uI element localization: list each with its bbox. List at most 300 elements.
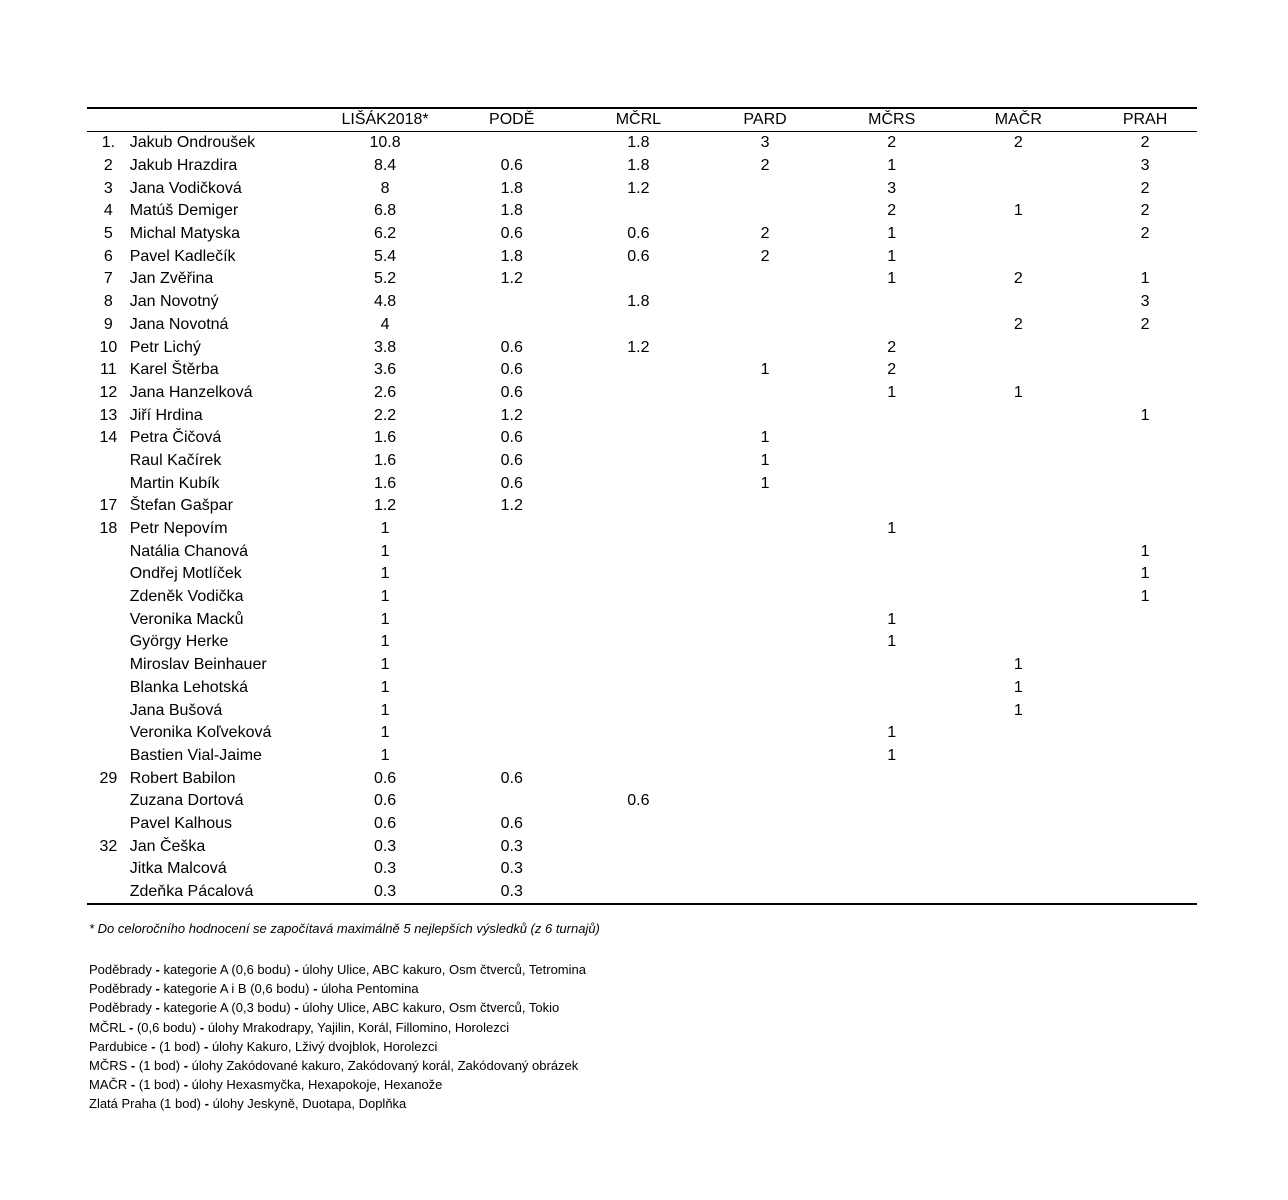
score-cell <box>1093 382 1197 405</box>
score-cell: 3 <box>760 134 770 152</box>
score-cell <box>437 291 587 314</box>
score-cell: 2.2 <box>373 406 397 424</box>
score-cell <box>587 200 691 223</box>
legend-place: Poděbrady <box>89 1000 152 1016</box>
legend-tasks: úlohy Hexasmyčka, Hexapokoje, Hexanože <box>191 1077 443 1093</box>
name-cell: Matúš Demiger <box>129 202 239 220</box>
legend-line: MČRL - (0,6 bodu) - úlohy Mrakodrapy, Yajilin, Korál, Fillomino, Horolezci <box>89 1019 510 1035</box>
rank-cell: 5 <box>103 225 113 243</box>
score-cell <box>437 586 587 609</box>
score-cell: 8.4 <box>373 157 397 175</box>
table-row <box>87 677 1197 700</box>
score-cell: 1.8 <box>627 134 650 152</box>
score-cell <box>1093 631 1197 654</box>
name-cell: Jiří Hrdina <box>129 406 203 424</box>
score-cell <box>1093 858 1197 881</box>
score-cell <box>690 699 840 722</box>
name-cell: Veronika Macků <box>129 610 244 628</box>
score-cell <box>690 404 840 427</box>
score-cell: 1.6 <box>373 429 397 447</box>
name-cell: Martin Kubík <box>129 474 220 492</box>
score-cell: 1 <box>887 225 897 243</box>
score-cell <box>1093 881 1197 905</box>
score-cell <box>1093 450 1197 473</box>
footnote: * Do celoročního hodnocení se započítavá maximálně 5 nejlepších výsledků (z 6 turnajů) <box>89 921 600 936</box>
score-cell: 0.3 <box>500 837 523 855</box>
table-row <box>87 881 1197 905</box>
score-cell <box>690 586 840 609</box>
table-row <box>87 745 1197 768</box>
rank-cell: 3 <box>103 179 113 197</box>
score-cell <box>690 767 840 790</box>
score-cell: 1 <box>760 451 770 469</box>
score-cell: 1 <box>1140 588 1150 606</box>
score-cell: 1.8 <box>500 247 523 265</box>
legend-line: Pardubice - (1 bod) - úlohy Kakuro, Lživý dvojblok, Horolezci <box>89 1038 438 1054</box>
score-cell: 2 <box>887 338 897 356</box>
rank-cell: 17 <box>99 497 118 515</box>
score-cell: 1.8 <box>500 202 523 220</box>
score-cell <box>437 314 587 337</box>
score-cell <box>840 404 944 427</box>
score-cell: 0.6 <box>500 383 523 401</box>
score-cell <box>587 359 691 382</box>
column-header: PODĚ <box>489 111 535 128</box>
score-cell <box>1093 608 1197 631</box>
score-cell <box>437 563 587 586</box>
legend-tasks: úlohy Mrakodrapy, Yajilin, Korál, Fillomino, Horolezci <box>207 1019 510 1035</box>
score-cell: 1.6 <box>373 474 397 492</box>
rank-cell: 18 <box>99 520 118 538</box>
name-cell: Miroslav Beinhauer <box>129 656 267 674</box>
score-cell <box>1093 245 1197 268</box>
score-cell <box>690 790 840 813</box>
score-cell <box>944 608 1094 631</box>
table-row <box>87 450 1197 473</box>
legend-place: Pardubice <box>89 1038 148 1054</box>
table-row <box>87 291 1197 314</box>
score-cell: 0.6 <box>627 225 650 243</box>
score-cell: 3.8 <box>373 338 397 356</box>
score-cell: 3 <box>887 179 897 197</box>
rank-cell: 4 <box>103 202 113 220</box>
score-cell <box>840 654 944 677</box>
score-cell: 0.6 <box>500 361 523 379</box>
legend-tasks: úlohy Zakódované kakuro, Zakódovaný korál, Zakódovaný obrázek <box>191 1058 579 1074</box>
rank-cell <box>87 450 130 473</box>
score-cell <box>840 495 944 518</box>
rank-cell: 1. <box>101 134 116 152</box>
score-cell <box>690 382 840 405</box>
score-cell: 6.8 <box>373 202 397 220</box>
score-cell: 10.8 <box>369 134 401 152</box>
score-cell <box>587 450 691 473</box>
name-cell: Bastien Vial-Jaime <box>129 746 262 764</box>
score-cell <box>944 835 1094 858</box>
name-cell: Pavel Kadlečík <box>129 247 236 265</box>
legend-tasks: úlohy Kakuro, Lživý dvojblok, Horolezci <box>211 1038 438 1054</box>
score-cell <box>944 245 1094 268</box>
rank-cell: 9 <box>103 315 113 333</box>
score-cell <box>437 790 587 813</box>
name-cell: Blanka Lehotská <box>129 678 249 696</box>
score-cell <box>587 563 691 586</box>
name-cell: Petra Čičová <box>129 429 222 447</box>
score-cell: 1 <box>380 746 390 764</box>
legend-category: kategorie A (0,6 bodu) <box>163 962 291 977</box>
score-cell: 1.2 <box>627 338 650 356</box>
score-cell: 1.2 <box>500 270 523 288</box>
score-cell: 1.2 <box>373 497 397 515</box>
table-row <box>87 835 1197 858</box>
score-cell <box>944 722 1094 745</box>
score-cell <box>587 518 691 541</box>
name-cell: Jana Novotná <box>129 315 229 333</box>
score-cell: 2 <box>887 361 897 379</box>
score-cell <box>587 745 691 768</box>
legend-tasks: úlohy Ulice, ABC kakuro, Osm čtverců, Tetromina <box>302 962 586 977</box>
rank-cell: 2 <box>103 157 113 175</box>
score-cell: 2 <box>1013 134 1023 152</box>
rank-cell: 29 <box>99 769 118 787</box>
rank-cell <box>87 745 130 768</box>
table-row <box>87 540 1197 563</box>
score-cell: 1 <box>760 429 770 447</box>
score-cell <box>690 858 840 881</box>
score-cell <box>437 518 587 541</box>
score-cell <box>944 563 1094 586</box>
name-cell: Pavel Kalhous <box>129 814 233 832</box>
score-cell: 2 <box>1140 202 1150 220</box>
score-cell <box>944 518 1094 541</box>
score-cell <box>690 314 840 337</box>
table-row <box>87 767 1197 790</box>
score-cell: 1 <box>380 565 390 583</box>
score-cell <box>587 404 691 427</box>
score-cell <box>1093 767 1197 790</box>
legend-line: Poděbrady - kategorie A (0,3 bodu) - úlohy Ulice, ABC kakuro, Osm čtverců, Tokio <box>89 1000 560 1016</box>
score-cell <box>690 518 840 541</box>
table-row <box>87 563 1197 586</box>
legend-place: MČRL <box>89 1019 126 1035</box>
table-row <box>87 654 1197 677</box>
score-cell: 1 <box>887 610 897 628</box>
score-cell <box>437 677 587 700</box>
score-cell: 1 <box>380 724 390 742</box>
score-cell <box>944 223 1094 246</box>
score-cell <box>690 177 840 200</box>
legend-line: MAČR - (1 bod) - úlohy Hexasmyčka, Hexapokoje, Hexanože <box>89 1077 443 1093</box>
legend-place: Zlatá Praha (1 bod) <box>89 1096 202 1112</box>
table-row <box>87 245 1197 268</box>
score-cell: 1 <box>380 520 390 538</box>
name-cell: Petr Lichý <box>129 338 201 356</box>
legend-place: MAČR <box>89 1077 128 1093</box>
score-cell <box>840 472 944 495</box>
score-cell: 3 <box>1140 293 1150 311</box>
score-cell: 1 <box>380 610 390 628</box>
name-cell: Raul Kačírek <box>129 451 222 469</box>
score-cell: 1 <box>887 633 897 651</box>
score-cell: 1 <box>1140 406 1150 424</box>
score-cell <box>1093 790 1197 813</box>
score-cell <box>1093 677 1197 700</box>
legend-line: Poděbrady - kategorie A (0,6 bodu) - úlohy Ulice, ABC kakuro, Osm čtverců, Tetromina <box>89 962 586 977</box>
legend-category: kategorie A (0,3 bodu) <box>163 1000 291 1016</box>
table-row <box>87 608 1197 631</box>
score-cell: 0.6 <box>500 225 523 243</box>
name-cell: Jana Vodičková <box>129 179 242 197</box>
score-cell: 2 <box>1013 315 1023 333</box>
score-cell <box>587 472 691 495</box>
score-cell: 6.2 <box>373 225 397 243</box>
rank-cell: 6 <box>103 247 113 265</box>
score-cell <box>437 631 587 654</box>
rank-cell <box>87 654 130 677</box>
table-row <box>87 268 1197 291</box>
score-cell <box>840 563 944 586</box>
score-cell <box>437 132 587 155</box>
score-cell <box>587 586 691 609</box>
score-cell <box>690 722 840 745</box>
score-cell <box>944 631 1094 654</box>
score-cell: 1 <box>760 361 770 379</box>
table-row <box>87 200 1197 223</box>
score-cell: 0.3 <box>373 837 397 855</box>
score-cell: 0.3 <box>500 883 523 901</box>
legend-line: MČRS - (1 bod) - úlohy Zakódované kakuro, Zakódovaný korál, Zakódovaný obrázek <box>89 1058 579 1074</box>
score-cell: 0.6 <box>500 474 523 492</box>
legend-tasks: úlohy Ulice, ABC kakuro, Osm čtverců, Tokio <box>302 1000 560 1016</box>
score-cell <box>944 495 1094 518</box>
score-cell: 0.6 <box>373 769 397 787</box>
rank-cell: 14 <box>99 429 118 447</box>
score-cell: 1 <box>1013 678 1023 696</box>
score-cell <box>587 540 691 563</box>
table-row <box>87 382 1197 405</box>
name-cell: Zdeňka Pácalová <box>129 883 254 901</box>
rank-cell <box>87 631 130 654</box>
column-header: MČRL <box>615 111 662 128</box>
name-cell: Zdeněk Vodička <box>129 588 244 606</box>
score-cell <box>690 813 840 836</box>
score-cell <box>1093 654 1197 677</box>
rank-cell: 10 <box>99 338 118 356</box>
score-cell: 1 <box>1140 542 1150 560</box>
column-header: PARD <box>743 111 787 128</box>
table-row <box>87 177 1197 200</box>
table-row <box>87 495 1197 518</box>
score-cell <box>690 540 840 563</box>
score-cell <box>1093 336 1197 359</box>
legend-category: (1 bod) <box>138 1058 181 1074</box>
score-cell: 1.6 <box>373 451 397 469</box>
rank-cell <box>87 608 130 631</box>
score-cell: 0.3 <box>373 860 397 878</box>
score-cell <box>944 155 1094 178</box>
legend-line: Poděbrady - kategorie A i B (0,6 bodu) - úloha Pentomina <box>89 981 419 997</box>
score-cell: 5.4 <box>373 247 397 265</box>
score-cell <box>944 291 1094 314</box>
score-cell <box>437 699 587 722</box>
rank-cell <box>87 813 130 836</box>
score-cell: 4.8 <box>373 293 397 311</box>
score-cell <box>690 881 840 905</box>
table-row <box>87 359 1197 382</box>
score-cell <box>840 427 944 450</box>
table-header-row <box>87 108 1197 132</box>
score-cell <box>587 677 691 700</box>
column-header: MAČR <box>994 111 1042 128</box>
score-cell <box>587 495 691 518</box>
rank-cell <box>87 677 130 700</box>
score-cell <box>840 586 944 609</box>
score-cell <box>840 540 944 563</box>
score-cell <box>944 586 1094 609</box>
score-cell <box>587 699 691 722</box>
rank-cell <box>87 586 130 609</box>
rank-cell <box>87 472 130 495</box>
legend-category: (0,6 bodu) <box>136 1019 197 1035</box>
score-cell: 2 <box>887 134 897 152</box>
score-cell <box>587 835 691 858</box>
score-cell: 3 <box>1140 157 1150 175</box>
score-cell <box>944 790 1094 813</box>
score-cell: 1 <box>887 746 897 764</box>
table-row <box>87 404 1197 427</box>
column-header: LIŠÁK2018* <box>341 111 429 128</box>
score-cell: 0.6 <box>500 157 523 175</box>
score-cell <box>840 813 944 836</box>
score-cell <box>944 427 1094 450</box>
score-cell: 5.2 <box>373 270 397 288</box>
score-cell: 0.6 <box>500 429 523 447</box>
score-cell <box>840 835 944 858</box>
score-cell: 1 <box>380 701 390 719</box>
score-cell <box>587 722 691 745</box>
score-cell <box>1093 745 1197 768</box>
score-cell <box>437 722 587 745</box>
score-cell: 0.6 <box>373 814 397 832</box>
score-cell <box>1093 835 1197 858</box>
name-cell: Jana Hanzelková <box>129 383 253 401</box>
score-cell: 1.8 <box>500 179 523 197</box>
score-cell <box>1093 427 1197 450</box>
name-cell: Jana Bušová <box>129 701 223 719</box>
column-header: PRAH <box>1122 111 1168 128</box>
score-cell <box>690 654 840 677</box>
score-cell: 1 <box>887 520 897 538</box>
rank-cell: 7 <box>103 270 113 288</box>
score-cell <box>587 654 691 677</box>
column-header-name <box>130 108 333 132</box>
column-header: MČRS <box>868 111 916 128</box>
score-cell <box>840 858 944 881</box>
name-cell: Jan Novotný <box>129 293 219 311</box>
table-row <box>87 631 1197 654</box>
score-cell <box>1093 472 1197 495</box>
rank-cell: 12 <box>99 383 118 401</box>
score-cell: 2 <box>887 202 897 220</box>
score-cell: 8 <box>380 179 390 197</box>
score-cell: 1 <box>1013 383 1023 401</box>
score-cell: 1 <box>887 247 897 265</box>
score-cell <box>944 450 1094 473</box>
rank-cell <box>87 563 130 586</box>
table-row <box>87 518 1197 541</box>
score-cell: 1.8 <box>627 157 650 175</box>
score-cell <box>587 314 691 337</box>
score-cell: 1 <box>887 724 897 742</box>
score-cell: 1.2 <box>500 497 523 515</box>
score-cell: 2 <box>1140 315 1150 333</box>
score-cell <box>690 631 840 654</box>
name-cell: Jakub Ondroušek <box>129 134 256 152</box>
score-cell <box>690 745 840 768</box>
score-cell <box>944 540 1094 563</box>
name-cell: Jan Zvěřina <box>129 270 214 288</box>
name-cell: Veronika Koľveková <box>129 724 272 742</box>
score-cell <box>944 472 1094 495</box>
score-cell <box>1093 359 1197 382</box>
table-row <box>87 790 1197 813</box>
score-cell <box>437 745 587 768</box>
score-cell <box>944 858 1094 881</box>
legend-category: kategorie A i B (0,6 bodu) <box>163 981 310 997</box>
score-cell: 1 <box>380 542 390 560</box>
score-cell: 0.3 <box>373 883 397 901</box>
score-cell <box>587 813 691 836</box>
score-cell <box>690 677 840 700</box>
score-cell: 2 <box>1140 225 1150 243</box>
score-cell <box>587 631 691 654</box>
name-cell: Michal Matyska <box>129 225 240 243</box>
table-row <box>87 336 1197 359</box>
score-cell <box>690 291 840 314</box>
legend-tasks: úloha Pentomina <box>321 981 419 997</box>
score-cell <box>944 881 1094 905</box>
table-row <box>87 132 1197 155</box>
score-cell <box>587 427 691 450</box>
rank-cell <box>87 722 130 745</box>
table-row <box>87 155 1197 178</box>
score-cell <box>840 767 944 790</box>
score-cell: 1.2 <box>500 406 523 424</box>
score-cell <box>437 654 587 677</box>
score-cell <box>840 790 944 813</box>
score-cell: 2 <box>1013 270 1023 288</box>
rank-cell <box>87 540 130 563</box>
score-cell <box>690 563 840 586</box>
legend-line: Zlatá Praha (1 bod) - úlohy Jeskyně, Duotapa, Doplňka <box>89 1096 407 1112</box>
score-cell <box>944 177 1094 200</box>
score-cell <box>944 404 1094 427</box>
name-cell: Robert Babilon <box>129 769 236 787</box>
score-cell <box>1093 722 1197 745</box>
score-cell <box>840 677 944 700</box>
rank-cell <box>87 699 130 722</box>
legend-tasks: úlohy Jeskyně, Duotapa, Doplňka <box>212 1096 407 1112</box>
rank-cell: 32 <box>99 837 118 855</box>
name-cell: Karel Štěrba <box>129 361 219 379</box>
score-cell <box>690 495 840 518</box>
score-cell: 0.6 <box>627 792 650 810</box>
name-cell: Jan Češka <box>129 837 206 855</box>
name-cell: Jitka Malcová <box>129 860 227 878</box>
score-cell <box>944 813 1094 836</box>
score-cell <box>840 881 944 905</box>
rank-cell: 8 <box>103 293 113 311</box>
